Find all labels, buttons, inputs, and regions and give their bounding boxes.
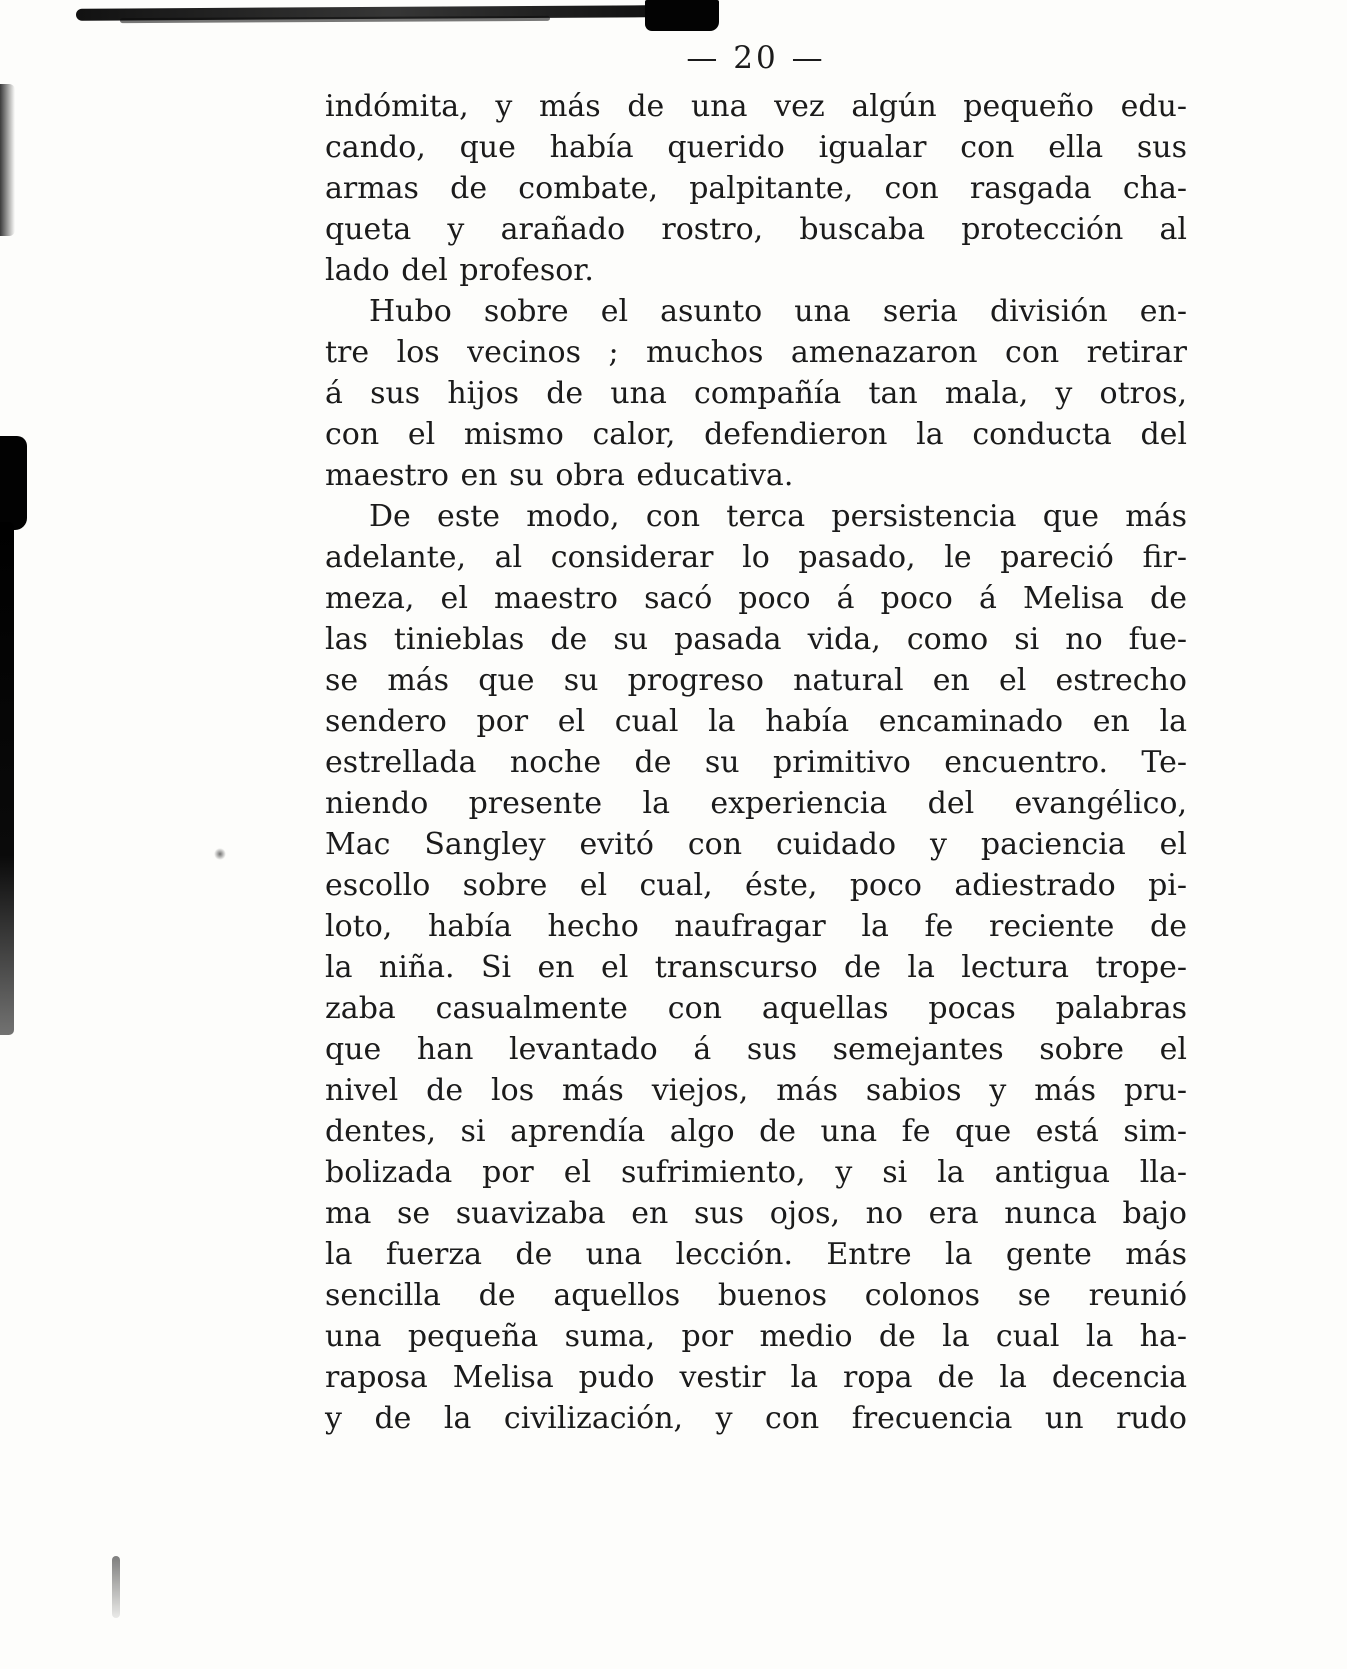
- text-line: adelante, al considerar lo pasado, le pareció fir-: [325, 540, 1187, 575]
- text-line: queta y arañado rostro, buscaba protección al: [325, 212, 1187, 247]
- text-line: Hubo sobre el asunto una seria división en-: [369, 294, 1187, 329]
- scan-smudge-left-upper: [0, 84, 15, 236]
- text-line: maestro en su obra educativa.: [325, 458, 794, 493]
- text-line: la fuerza de una lección. Entre la gente más: [325, 1237, 1187, 1272]
- text-line: las tinieblas de su pasada vida, como si no fue-: [325, 622, 1187, 657]
- text-line: cando, que había querido igualar con ella sus: [325, 130, 1187, 165]
- text-line: meza, el maestro sacó poco á poco á Melisa de: [325, 581, 1187, 616]
- text-line: tre los vecinos ; muchos amenazaron con retirar: [325, 335, 1187, 370]
- text-line: bolizada por el sufrimiento, y si la antigua lla-: [325, 1155, 1187, 1190]
- text-line: ma se suavizaba en sus ojos, no era nunca bajo: [325, 1196, 1187, 1231]
- text-line: raposa Melisa pudo vestir la ropa de la decencia: [325, 1360, 1187, 1395]
- text-line: nivel de los más viejos, más sabios y más pru-: [325, 1073, 1187, 1108]
- scan-streak-left-long: [0, 522, 14, 1035]
- page-number: — 20 —: [686, 40, 826, 76]
- text-line: armas de combate, palpitante, con rasgada cha-: [325, 171, 1187, 206]
- scan-mark-bottom-left: [112, 1556, 120, 1618]
- scan-smudge-top-secondary: [120, 16, 550, 23]
- scan-streak-left-dark: [0, 436, 27, 530]
- text-line: una pequeña suma, por medio de la cual la ha-: [325, 1319, 1187, 1354]
- text-block: [325, 86, 1187, 1439]
- scan-smudge-top: [76, 5, 651, 21]
- text-line: á sus hijos de una compañía tan mala, y otros,: [325, 376, 1187, 411]
- text-line: sencilla de aquellos buenos colonos se reunió: [325, 1278, 1187, 1313]
- text-line: con el mismo calor, defendieron la conducta del: [325, 417, 1187, 452]
- text-line: Mac Sangley evitó con cuidado y paciencia el: [325, 827, 1187, 862]
- text-line: y de la civilización, y con frecuencia un rudo: [325, 1401, 1187, 1436]
- text-line: zaba casualmente con aquellas pocas palabras: [325, 991, 1187, 1026]
- scan-blob-top-right: [645, 0, 719, 31]
- text-line: indómita, y más de una vez algún pequeño edu-: [325, 89, 1187, 124]
- text-line: que han levantado á sus semejantes sobre el: [325, 1032, 1187, 1067]
- text-line: niendo presente la experiencia del evangélico,: [325, 786, 1187, 821]
- text-line: De este modo, con terca persistencia que más: [369, 499, 1187, 534]
- text-line: escollo sobre el cual, éste, poco adiestrado pi-: [325, 868, 1187, 903]
- text-line: loto, había hecho naufragar la fe reciente de: [325, 909, 1187, 944]
- text-line: lado del profesor.: [325, 253, 594, 288]
- text-line: sendero por el cual la había encaminado en la: [325, 704, 1187, 739]
- text-line: dentes, si aprendía algo de una fe que está sim-: [325, 1114, 1187, 1149]
- text-line: estrellada noche de su primitivo encuentro. Te-: [325, 745, 1187, 780]
- text-line: la niña. Si en el transcurso de la lectura trope-: [325, 950, 1187, 985]
- text-line: se más que su progreso natural en el estrecho: [325, 663, 1187, 698]
- scan-speck-middle: [214, 848, 226, 860]
